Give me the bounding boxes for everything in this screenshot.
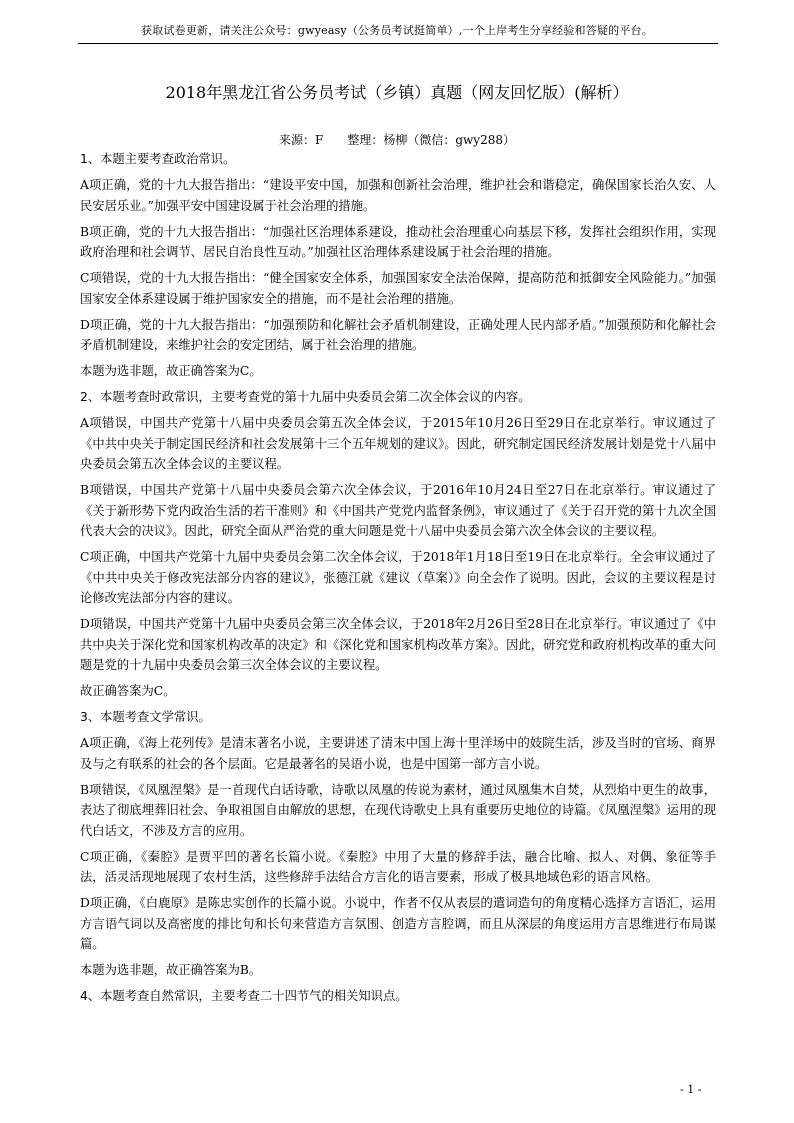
question-2-option-b: B项错误，中国共产党第十八届中央委员会第六次全体会议，于2016年10月24日至27日在北京举行。审议通过了《关于新形势下党内政治生活的若干准则》和《中国共产党党内监督条例》，审议通过了《关于召开党的第十九次全国代表大会的决议》。因此，研究全面从严治党的重大问题是党十八届中央委员会第六次全体会议的主要议程。 bbox=[80, 483, 716, 538]
header-divider bbox=[78, 43, 718, 44]
question-3-option-d: D项正确，《白鹿原》是陈忠实创作的长篇小说。小说中，作者不仅从表层的遣词造句的角度精心选择方言语汇，运用方言语气词以及高密度的排比句和长句来营造方言氛围、创造方言腔调，而且从深层的角度运用方言思维进行布局谋篇。 bbox=[80, 896, 716, 951]
question-1-heading: 1、本题主要考查政治常识。 bbox=[80, 152, 236, 166]
question-2-heading: 2、本题考查时政常识，主要考查党的第十九届中央委员会第二次全体会议的内容。 bbox=[80, 390, 531, 404]
question-1-option-b: B项正确，党的十九大报告指出：“加强社区治理体系建设，推动社会治理重心向基层下移，发挥社会组织作用，实现政府治理和社会调节、居民自治良性互动。”加强社区治理体系建设属于社会治理的措施。 bbox=[80, 224, 716, 259]
question-2-option-d: D项错误，中国共产党第十九届中央委员会第三次全体会议，于2018年2月26日至28日在北京举行。审议通过了《中共中央关于深化党和国家机构改革的决定》和《深化党和国家机构改革方案》。因此，研究党和政府机构改革的重大问题是党的十九届中央委员会第三次全体会议的主要议程。 bbox=[80, 617, 716, 672]
question-2-answer: 故正确答案为C。 bbox=[80, 684, 176, 698]
question-2-option-a: A项错误，中国共产党第十八届中央委员会第五次全体会议，于2015年10月26日至29日在北京举行。审议通过了《中共中央关于制定国民经济和社会发展第十三个五年规划的建议》。因此，研究制定国民经济发展计划是党十八届中央委员会第五次全体会议的主要议程。 bbox=[80, 416, 716, 471]
question-2-option-c: C项正确，中国共产党第十九届中央委员会第二次全体会议，于2018年1月18日至19日在北京举行。全会审议通过了《中共中央关于修改宪法部分内容的建议》，张德江就《建议（草案）》向全会作了说明。因此，会议的主要议程是讨论修改宪法部分内容的建议。 bbox=[80, 550, 716, 605]
question-3-option-b: B项错误，《凤凰涅槃》是一首现代白话诗歌，诗歌以凤凰的传说为素材，通过凤凰集木自焚，从烈焰中更生的故事，表达了彻底埋葬旧社会、争取祖国自由解放的思想，在现代诗歌史上具有重要历史地位的诗篇。《凤凰涅槃》运用的现代白话文，不涉及方言的应用。 bbox=[80, 782, 716, 838]
source-line: 来源：F 整理：杨柳（微信：gwy288） bbox=[279, 133, 515, 147]
question-3-heading: 3、本题考查文学常识。 bbox=[80, 710, 211, 724]
question-1-option-a: A项正确，党的十九大报告指出：“建设平安中国，加强和创新社会治理，维护社会和谐稳定，确保国家长治久安、人民安居乐业。”加强平安中国建设属于社会治理的措施。 bbox=[80, 178, 716, 213]
question-4-heading: 4、本题考查自然常识，主要考查二十四节气的相关知识点。 bbox=[80, 989, 408, 1003]
document-title: 2018年黑龙江省公务员考试（乡镇）真题（网友回忆版）(解析） bbox=[165, 83, 629, 102]
question-3-option-c: C项正确，《秦腔》是贾平凹的著名长篇小说。《秦腔》中用了大量的修辞手法，融合比喻、拟人、对偶、象征等手法，活灵活现地展现了农村生活，这些修辞手法结合方言化的语言要素，形成了极具地域色彩的语言风格。 bbox=[80, 849, 716, 884]
header-note: 获取试卷更新，请关注公众号：gwyeasy（公务员考试挺简单）,一个上岸考生分享经验和答疑的平台。 bbox=[141, 24, 653, 37]
page-number: - 1 - bbox=[680, 1083, 702, 1096]
question-3-answer: 本题为选非题，故正确答案为B。 bbox=[80, 963, 262, 977]
question-3-option-a: A项正确，《海上花列传》是清末著名小说，主要讲述了清末中国上海十里洋场中的妓院生活，涉及当时的官场、商界及与之有联系的社会的各个层面。它是最著名的吴语小说，也是中国第一部方言小说。 bbox=[80, 736, 716, 771]
question-1-answer: 本题为选非题，故正确答案为C。 bbox=[80, 364, 262, 378]
question-1-option-d: D项正确，党的十九大报告指出：“加强预防和化解社会矛盾机制建设，正确处理人民内部矛盾。”加强预防和化解社会矛盾机制建设，来维护社会的安定团结，属于社会治理的措施。 bbox=[80, 317, 716, 352]
document-body bbox=[80, 149, 716, 1012]
question-1-option-c: C项错误，党的十九大报告指出：“健全国家安全体系，加强国家安全法治保障，提高防范和抵御安全风险能力。”加强国家安全体系建设属于维护国家安全的措施，而不是社会治理的措施。 bbox=[80, 271, 716, 306]
